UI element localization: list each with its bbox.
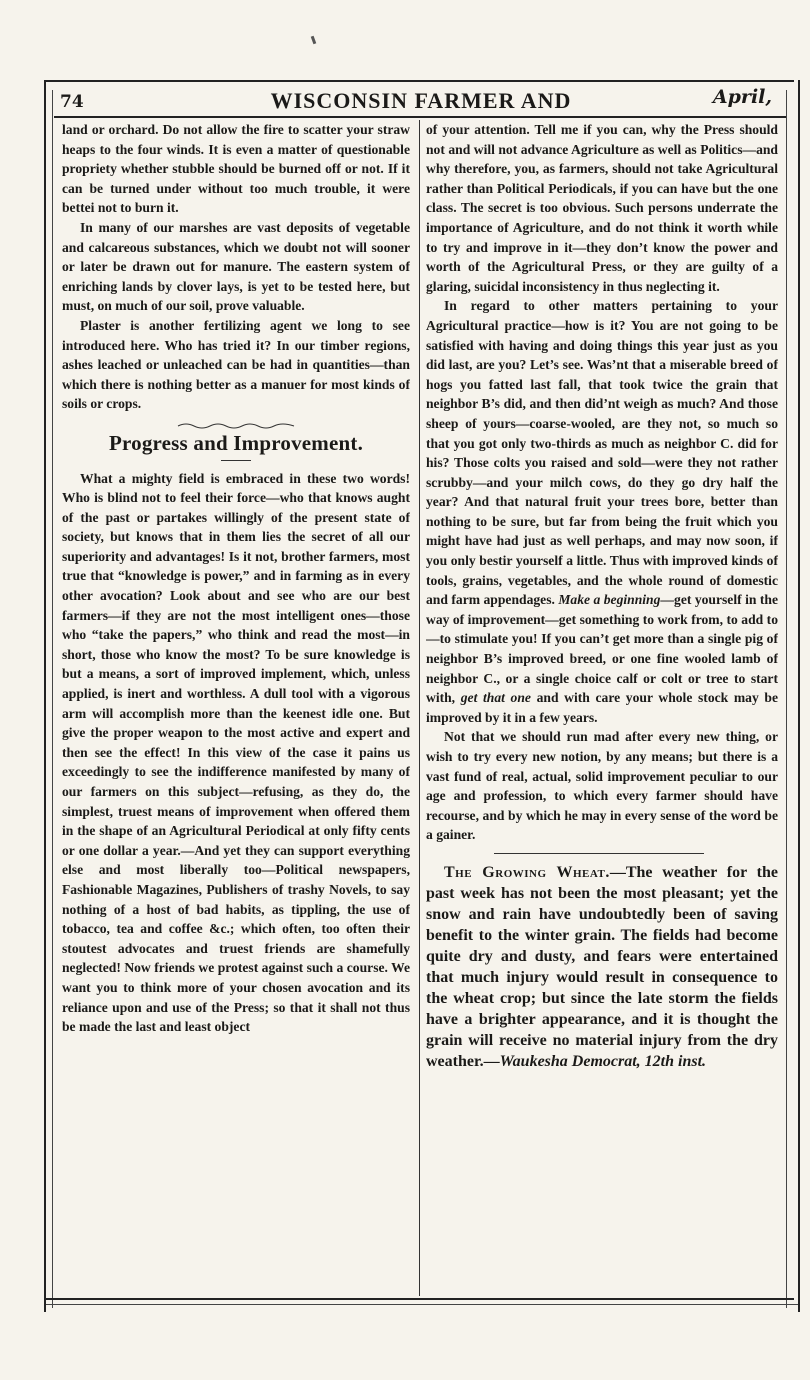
page-number: 74 bbox=[60, 92, 84, 112]
bottom-rule-thin bbox=[46, 1304, 798, 1305]
article-separator bbox=[494, 853, 704, 854]
right-paragraph-2 bbox=[426, 296, 778, 727]
get-that-one-phrase: get that one bbox=[460, 690, 531, 706]
running-head: WISCONSIN FARMER AND bbox=[270, 88, 572, 113]
growing-wheat-heading: The Growing Wheat. bbox=[444, 863, 610, 881]
make-beginning-phrase: Make a beginning bbox=[558, 592, 661, 608]
growing-wheat-source: Waukesha Democrat, 12th inst. bbox=[499, 1052, 707, 1070]
left-paragraph-3: Plaster is another fertilizing agent we long to see introduced here. Who has tried it? In our timber regions, ashes leached or unleached can be had in quantities—than which there is nothing better as a manuer for most kinds of soils or crops. bbox=[62, 317, 410, 412]
right-paragraph-2-tail-b: and with care your whole stock may be improved by it in a few years. bbox=[426, 690, 778, 725]
right-paragraph-1: of your attention. Tell me if you can, why the Press should not and will not advance Agriculture as well as Politics—and why therefore, you, as farmers, should not take Agricultural rather than Political Periodicals, if you can have but the one class. The secret is too obvious. Such persons underrate the importance of Agriculture, and do not think it worth while to try and improve in it—they don’t know the power and worth of the Agricultural Press, or they are guilty of a glaring, suicidal inconsistency in thus neglecting it. bbox=[426, 122, 778, 294]
right-paragraph-2-text: In regard to other matters pertaining to your Agricultural practice—how is it? You are not going to be satisfied with having and doing things this year just as you did last, are you? Let’s see. Was’nt that a miserable breed of hogs you fatted last fall, that took twice the grain that neighbor B’s did, and then did’nt weigh as much? And those sheep of yours—coarse-wooled, are they not, so much so that you got only two-thirds as much as neighbor C. did for his? Those colts you raised and sold—were they not rather scrubby—and your milch cows, do they go dry half the year? And that natural fruit your trees bore, better than nothing to be sure, but far from being the fruit which you might have had just as well perhaps, and may now soon, if you only bestir yourself a little. Thus with improved kinds of tools, grains, vegetables, and the whole round of domestic and farm appendages. bbox=[426, 298, 778, 608]
left-column bbox=[62, 120, 410, 1296]
growing-wheat-article bbox=[426, 862, 778, 1072]
right-column bbox=[426, 120, 778, 1296]
frame-inner-rule-right bbox=[786, 90, 787, 1308]
left-paragraph-1: land or orchard. Do not allow the fire to scatter your straw heaps to the four winds. It is even a matter of questionable propriety whether stubble should be burned off or not. If it can be turned under without too much trouble, it were bettei not to burn it. bbox=[62, 122, 410, 216]
top-rule bbox=[46, 80, 794, 82]
page-header bbox=[60, 86, 782, 114]
section-title: Progress and Improvement. bbox=[108, 430, 364, 455]
column-divider bbox=[419, 120, 420, 1296]
left-paragraph-4: What a mighty field is embraced in these two words! Who is blind not to feel their force—who that knows aught of the past or partakes willingly of the present state of society, but knows that in them lies the secret of all our superiority and advantages! Is it not, brother farmers, most true that “knowledge is power,” and in farming as in every other avocation? Look about and see who are our best farmers—if they are not the most intelligent ones—those who “take the papers,” who think and read the most—in short, those who know the most? To be sure knowledge is but a means, a sort of improved implement, which, unless applied, is inert and worthless. A dull tool with a vigorous arm will accomplish more than the keenest idle one. But give the proper weapon to the most active and expert and then see the effect! In this view of the case it pains us exceedingly to see the indifference manifested by many of our farmers on this subject—refusing, as they do, the simplest, truest means of improvement when offered them in the shape of an Agricultural Periodical at only fifty cents or one dollar a year.—And yet they can support everything else and most liberally too—Political newspapers, Fashionable Magazines, Publishers of trashy Novels, to say nothing of a host of bad habits, as tippling, the use of tobacco, tea and coffee &c.; which often, too often their stoutest advocates and truest friends are shamefully neglected! Now friends we protest against such a course. We want you to think more of your chosen avocation and its reliance upon and use of the Press; so that it shall not thus be made the last and least object bbox=[62, 470, 410, 1035]
ink-mark bbox=[311, 36, 317, 45]
header-month: April, bbox=[712, 86, 772, 108]
title-underline bbox=[221, 460, 251, 461]
right-paragraph-2-tail-a: —get yourself in the way of improvement—get something to work from, to add to—to stimulate you! If you can’t get more than a single pig of neighbor B’s improved breed, or one fine wooled lamb of neighbor C., or a single choice calf or colt or tree to start with, bbox=[426, 592, 778, 706]
ornamental-squiggle bbox=[176, 420, 296, 430]
bottom-rule bbox=[46, 1298, 794, 1300]
right-paragraph-3: Not that we should run mad after every new thing, or wish to try every new notion, by any means; but there is a vast fund of real, actual, solid improvement peculiar to our age and profession, to which every farmer should have recourse, and by which he may in every sense of the word be a gainer. bbox=[426, 729, 778, 843]
left-paragraph-2: In many of our marshes are vast deposits of vegetable and calcareous substances, which we doubt not will sooner or later be drawn out for manure. The eastern system of enriching lands by clover lays, is yet to be tested here, but must, on much of our soil, prove valuable. bbox=[62, 219, 410, 314]
growing-wheat-text: —The weather for the past week has not been the most pleasant; yet the snow and rain have undoubtedly been of saving benefit to the winter grain. The fields had become quite dry and dusty, and fears were entertained that much injury would result in consequence to the wheat crop; but since the late storm the fields have a brighter appearance, and it is thought the grain will receive no material injury from the dry weather.— bbox=[426, 863, 778, 1070]
header-rule bbox=[54, 116, 786, 118]
frame-inner-rule-left bbox=[52, 90, 53, 1308]
